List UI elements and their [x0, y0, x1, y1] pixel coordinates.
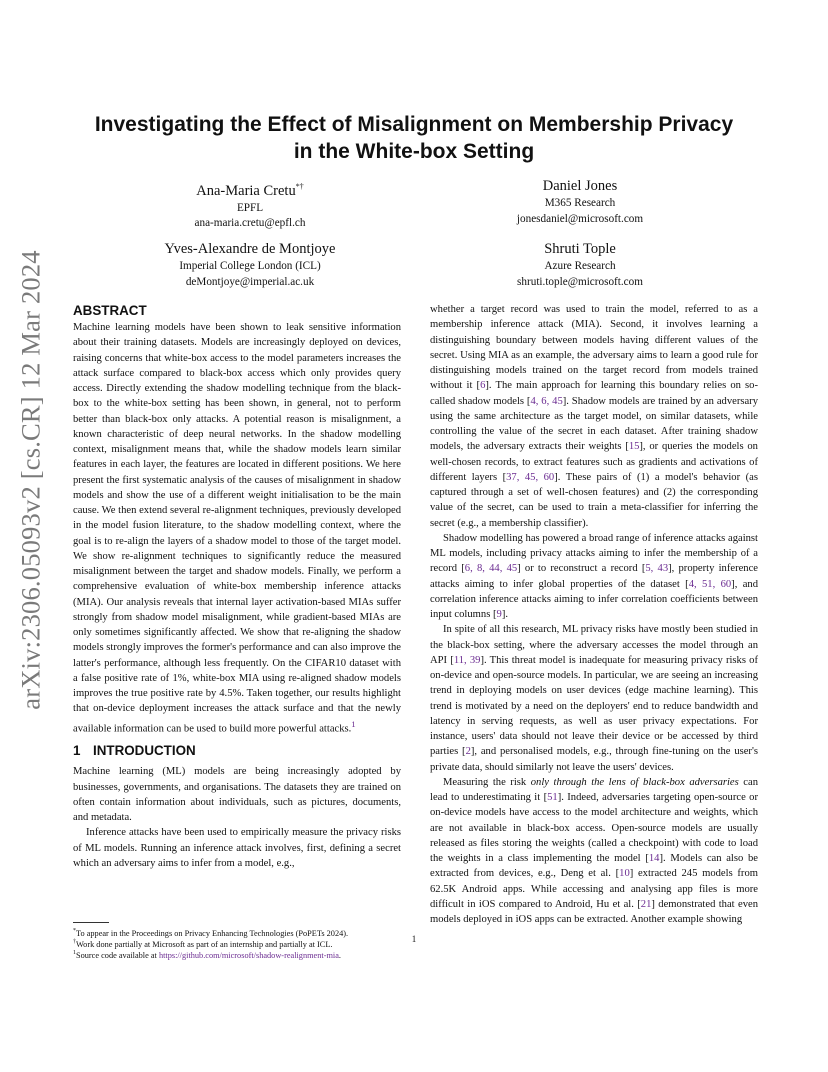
- title-line-2: in the White-box Setting: [293, 140, 535, 163]
- author-block: [460, 177, 700, 227]
- citation-link[interactable]: 9: [496, 609, 502, 620]
- author-block: [130, 240, 370, 290]
- arxiv-stamp: [14, 250, 48, 710]
- citation-link[interactable]: 6: [480, 380, 486, 392]
- author-affiliation: M365 Research: [544, 197, 616, 209]
- right-column: [430, 302, 758, 927]
- body-paragraph: In spite of all this research, ML privacy risks have mostly been studied in the black-box setting, where the adversary accesses the model through an API [11, 39]. This threat model is inadequate for measuring privacy risks of on-device and open-source models. In particular, we are seeing an increasing trend in deploying models on user devices (edge machine learning). This trend is motivated by a need on the deployers' end to reduce bandwidth and latency in serving requests, as well as user privacy expectations. For instance, users' data should not leave their device or be accessed by third parties [2], and personalised models, e.g., through fine-tuning on the user's private data, should similarly not leave the users' devices.: [430, 624, 758, 773]
- citation-link[interactable]: 11, 39: [453, 654, 481, 666]
- citation-link[interactable]: 10: [619, 868, 630, 880]
- page-number: 1: [411, 934, 417, 944]
- abstract-text: Machine learning models have been shown to leak sensitive information about their training datasets. Models are increasingly deployed on devices, raising concerns that white-box access to the model parameters increases the attack surface compared to black-box access which only provides query access. Directly extending the shadow modelling technique from the black-box to the white-box setting has been shown, in general, not to perform better than black-box only attacks. A potential reason is misalignment, a known characteristic of deep neural networks. In the shadow modelling context, misalignment means that, while the shadow models learn similar features in each layer, the features are located in different positions. We here present the first systematic analysis of the causes of misalignment in shadow models and show the use of a different weight initialisation to be the main cause. We then extend several re-alignment techniques, previously developed in the model fusion literature, to the shadow modelling context, where the goal is to re-align the layers of a shadow model to those of the target model. We show re-alignment techniques to significantly reduce the measured misalignment between the target and shadow models. Finally, we perform a comprehensive evaluation of white-box membership inference attacks (MIA). Our analysis reveals that internal layer activation-based MIAs suffer strongly from shadow model misalignment, while gradient-based MIAs are only sometimes significantly affected. We show that re-aligning the shadow models strongly improves the former's performance and can also improve the latter's performance, although less frequently. On the CIFAR10 dataset with a false positive rate of 1%, white-box MIA using re-aligned shadow models improves the true positive rate by 4.5%. Taken together, our results highlight that on-device deployment increases the attack surface and that the newly available information can be used to build more powerful attacks.$^1$: [73, 322, 401, 735]
- paper-title: [60, 111, 768, 165]
- abstract-heading: ABSTRACT: [73, 303, 147, 318]
- left-column: [73, 302, 401, 871]
- footnote: $^1$Source code available at https://github.com/microsoft/shadow-realignment-mia.: [73, 950, 341, 960]
- arxiv-stamp-text: arXiv:2306.05093v2 [cs.CR] 12 Mar 2024: [15, 250, 46, 710]
- body-paragraph: Shadow modelling has powered a broad range of inference attacks against ML models, including privacy attacks aiming to infer the membership of a record [6, 8, 44, 45] or to reconstruct a record [5, 43], property inference attacks aiming to infer global properties of the dataset [4, 51, 60], and correlation inference attacks aiming to infer correlation coefficients between input columns [9].: [430, 532, 758, 620]
- citation-link[interactable]: 5, 43: [645, 563, 669, 575]
- footnote-rule: [73, 922, 109, 923]
- title-line-1: Investigating the Effect of Misalignment on Membership Privacy: [94, 113, 734, 136]
- citation-link[interactable]: 4, 51, 60: [688, 578, 732, 590]
- author-email: jonesdaniel@microsoft.com: [516, 212, 644, 225]
- footnote-ref[interactable]: 1: [351, 718, 356, 729]
- intro-heading: 1 INTRODUCTION: [73, 743, 196, 759]
- author-affiliation: EPFL: [236, 201, 264, 214]
- author-affiliation: Imperial College London (ICL): [179, 260, 321, 272]
- citation-link[interactable]: 21: [640, 898, 652, 910]
- footnote: *To appear in the Proceedings on Privacy Enhancing Technologies (PoPETs 2024).: [73, 928, 349, 938]
- author-affiliation: Azure Research: [544, 260, 616, 272]
- author-block: [130, 177, 370, 232]
- author-name: Daniel Jones: [542, 178, 618, 194]
- citation-link[interactable]: 15: [628, 441, 640, 453]
- body-paragraph: Measuring the risk only through the lens of black-box adversaries can lead to underestimating it [51]. Indeed, adversaries targeting open-source or on-device models have access to the model architecture and weights, which are not available in black-box access. Open-source models are usually released as files storing the weights (called a checkpoint) with code to load the weights in a class implementing the model [14]. Models can also be extracted from devices, e.g., Deng et al. [10] extracted 245 models from 62.5K Android apps. While accessing and analysing app files is more difficult in iOS compared to Android, Hu et al. [21] demonstrated that even models deployed in iOS apps can be extracted. Another example showing: [430, 776, 758, 925]
- source-code-link[interactable]: https://github.com/microsoft/shadow-realignment-mia: [158, 950, 339, 960]
- author-name: Yves-Alexandre de Montjoye: [164, 241, 336, 257]
- citation-link[interactable]: 51: [547, 792, 558, 803]
- author-email: shruti.tople@microsoft.com: [517, 275, 643, 288]
- citation-link[interactable]: 4, 6, 45: [530, 395, 563, 407]
- author-marks: *†: [295, 182, 304, 191]
- citation-link[interactable]: 6, 8, 44, 45: [464, 563, 518, 575]
- author-name: Ana-Maria Cretu*†: [196, 182, 304, 199]
- author-email: deMontjoye@imperial.ac.uk: [185, 275, 315, 288]
- author-block: [460, 240, 700, 290]
- intro-paragraph: Machine learning (ML) models are being increasingly adopted by businesses, governments, and organisations. The datasets they are trained on often contain information about individuals, such as pictures, documents, and metadata.: [73, 766, 401, 824]
- citation-link[interactable]: 2: [465, 746, 471, 758]
- citation-link[interactable]: 14: [648, 853, 660, 864]
- author-email: ana-maria.cretu@epfl.ch: [194, 217, 306, 230]
- footnote: †Work done partially at Microsoft as part of an internship and partially at ICL.: [73, 939, 333, 949]
- body-paragraph: whether a target record was used to train the model, referred to as a membership inference attack (MIA). Second, it involves learning a distinguishing boundary between models having different values of the secret. Using MIA as an example, the adversary aims to learn a good rule for distinguishing models trained on the target record from models trained without it [6]. The main approach for learning this boundary relies on so-called shadow models [4, 6, 45]. Shadow models are trained by an adversary using the same architecture as the target model, on similar datasets, while controlling the value of the secret in each dataset. After training shadow models, the adversary extracts their weights [15], or queries the models on well-chosen records, to extract features such as gradients and activations of different layers [37, 45, 60]. These pairs of (1) a model's behavior (as captured through a set of well-chosen features) and (2) the corresponding value of the secret, can be used to train a meta-classifier for inferring the secret (e.g., a membership classifier).: [430, 304, 758, 529]
- author-name: Shruti Tople: [544, 241, 616, 257]
- citation-link[interactable]: 37, 45, 60: [506, 471, 555, 483]
- intro-paragraph: Inference attacks have been used to empirically measure the privacy risks of ML models. Running an inference attack involves, first, defining a secret which an adversary aims to infer from a model, e.g.,: [73, 827, 401, 869]
